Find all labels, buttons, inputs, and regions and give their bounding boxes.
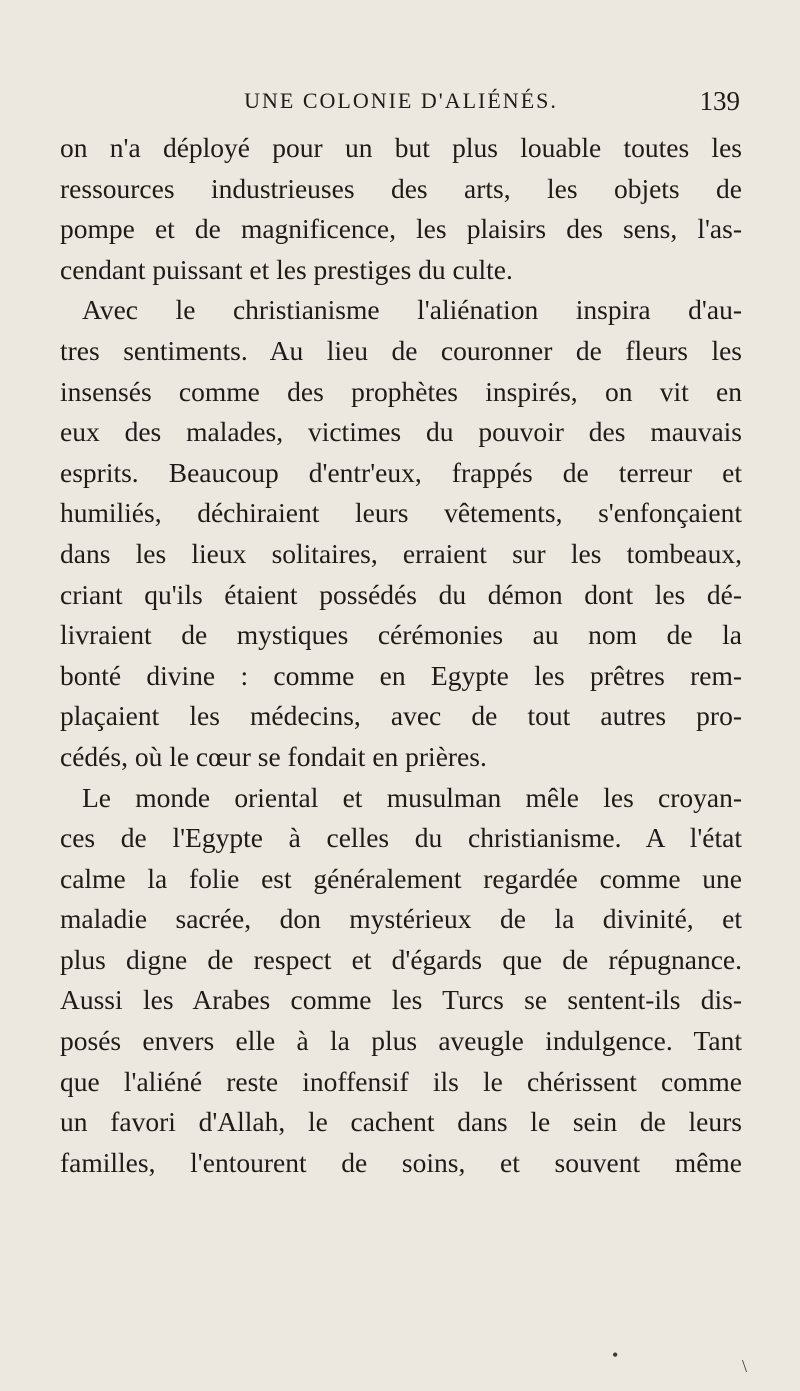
text-line: maladie sacrée, don mystérieux de la divinité, et [60, 903, 742, 935]
text-line: tres sentiments. Au lieu de couronner de fleurs les [60, 334, 742, 366]
text-line: dans les lieux solitaires, erraient sur les tombeaux, [60, 537, 742, 569]
text-line: Le monde oriental et musulman mêle les croyan- [82, 781, 742, 813]
text-line: insensés comme des prophètes inspirés, on vit en [60, 375, 742, 407]
text-line: cédés, où le cœur se fondait en prières. [60, 740, 487, 772]
body-text [60, 128, 742, 1183]
text-line: bonté divine : comme en Egypte les prêtres rem- [60, 659, 742, 691]
page-number: 139 [699, 86, 740, 116]
running-head [62, 88, 740, 120]
text-line: humiliés, déchiraient leurs vêtements, s'enfonçaient [60, 497, 742, 529]
text-line: plus digne de respect et d'égards que de répugnance. [60, 943, 742, 975]
text-line: calme la folie est généralement regardée comme une [60, 862, 742, 894]
text-line: esprits. Beaucoup d'entr'eux, frappés de terreur et [60, 456, 742, 488]
text-line: Aussi les Arabes comme les Turcs se sentent-ils dis- [60, 984, 742, 1016]
text-line: pompe et de magnificence, les plaisirs des sens, l'as- [60, 213, 742, 245]
text-line: posés envers elle à la plus aveugle indulgence. Tant [60, 1025, 742, 1057]
margin-dot-mark: • [612, 1345, 619, 1365]
text-line: plaçaient les médecins, avec de tout autres pro- [60, 700, 742, 732]
text-line: on n'a déployé pour un but plus louable toutes les [60, 132, 742, 163]
text-line: familles, l'entourent de soins, et souvent même [60, 1146, 742, 1178]
text-line: que l'aliéné reste inoffensif ils le chérissent comme [60, 1065, 742, 1097]
text-line: criant qu'ils étaient possédés du démon dont les dé- [60, 578, 742, 610]
margin-tick-mark: \ [742, 1356, 748, 1376]
text-line: eux des malades, victimes du pouvoir des mauvais [60, 416, 742, 448]
text-line: cendant puissant et les prestiges du culte. [60, 253, 513, 285]
text-line: ressources industrieuses des arts, les objets de [60, 172, 742, 204]
text-line: Avec le christianisme l'aliénation inspira d'au- [82, 294, 742, 326]
text-line: livraient de mystiques cérémonies au nom de la [60, 619, 742, 651]
running-title: UNE COLONIE D'ALIÉNÉS. [244, 88, 558, 113]
text-line: un favori d'Allah, le cachent dans le sein de leurs [60, 1106, 742, 1138]
text-line: ces de l'Egypte à celles du christianisme. A l'état [60, 822, 742, 854]
